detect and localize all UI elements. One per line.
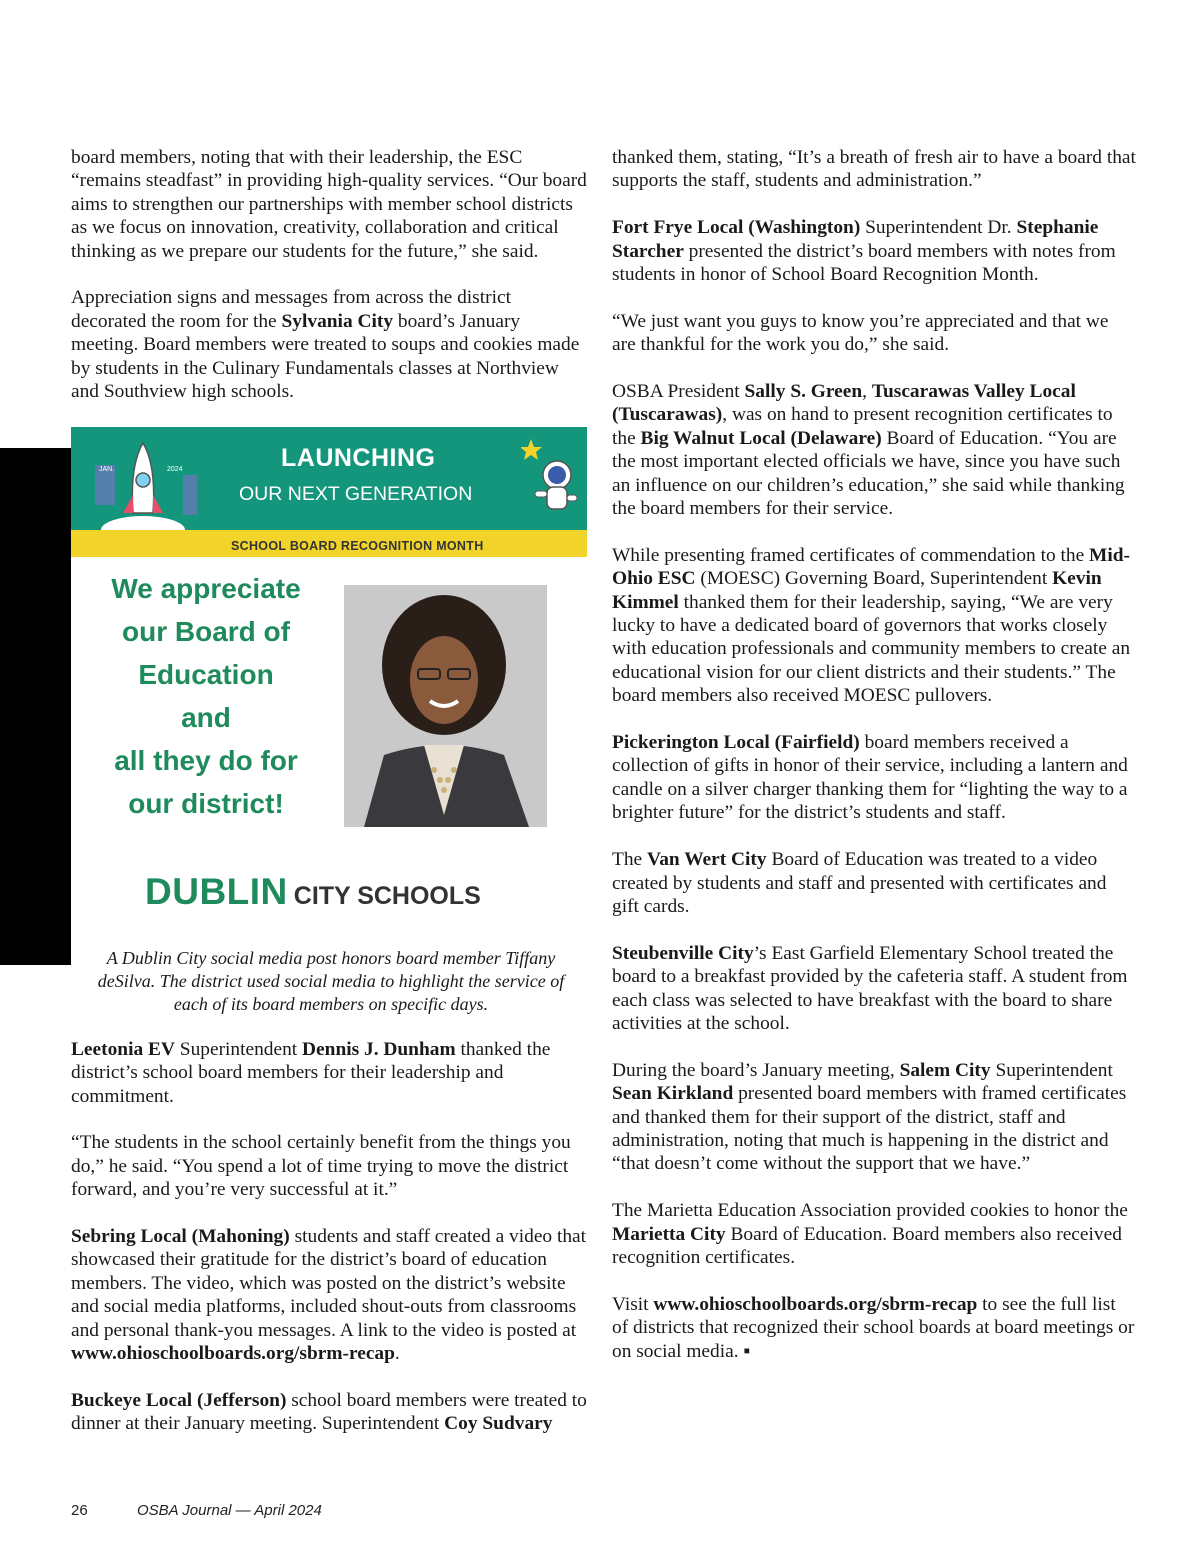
paragraph: The Van Wert City Board of Education was treated to a video created by students and staff and presented with certificates and gift cards. bbox=[612, 849, 1107, 917]
dublin-city-schools-logo: DUBLIN CITY SCHOOLS bbox=[145, 870, 481, 912]
image-caption: A Dublin City social media post honors board member Tiffany deSilva. The district used social media to highlight the service of each of its board members on specific days. bbox=[97, 947, 565, 1014]
appreciation-message: We appreciate our Board of Education and all they do for our district! bbox=[111, 572, 301, 819]
launching-banner bbox=[71, 427, 587, 557]
recap-link: www.ohioschoolboards.org/sbrm-recap bbox=[653, 1293, 978, 1315]
page-edge-bar bbox=[0, 448, 71, 965]
paragraph: Appreciation signs and messages from across the district decorated the room for the Sylvania City board’s January meeting. Board members were treated to soups and cookies made by students in the Culinary Fundamentals classes at Northview and Southview high schools. bbox=[71, 287, 580, 403]
banner-strip-text: SCHOOL BOARD RECOGNITION MONTH bbox=[231, 538, 484, 553]
journal-issue: OSBA Journal — April 2024 bbox=[137, 1502, 322, 1519]
paragraph: Leetonia EV Superintendent Dennis J. Dunham thanked the district’s school board members for their leadership and commitment. bbox=[71, 1038, 551, 1107]
paragraph: board members, noting that with their leadership, the ESC “remains steadfast” in providing high-quality services. “Our board aims to strengthen our partnerships with member school districts as we focus on innovation, creativity, collaboration and critical thinking as we prepare our students for the future,” she said. bbox=[71, 147, 587, 262]
banner-title: LAUNCHING bbox=[281, 443, 436, 472]
paragraph: Sebring Local (Mahoning) students and staff created a video that showcased their gratitude for the district’s board of education members. The video, which was posted on the district’s website and social media platforms, included shout-outs from classrooms and personal thank-you messages. A link to the video is posted at www.ohioschoolboards.org/sbrm-recap. bbox=[71, 1226, 587, 1365]
recap-link: www.ohioschoolboards.org/sbrm-recap bbox=[71, 1343, 395, 1365]
paragraph: OSBA President Sally S. Green, Tuscarawas Valley Local (Tuscarawas), was on hand to present recognition certificates to the Big Walnut Local (Delaware) Board of Education. “You are the most important elected officials we have, since you have such an influence on our children’s education,” she said while thanking the board members for their service. bbox=[612, 381, 1125, 520]
paragraph: Visit www.ohioschoolboards.org/sbrm-recap to see the full list of districts that recognized their school boards at board meetings or on social media. ▪ bbox=[612, 1293, 1135, 1362]
paragraph: Fort Frye Local (Washington) Superintendent Dr. Stephanie Starcher presented the district’s board members with notes from students in honor of School Board Recognition Month. bbox=[612, 217, 1116, 286]
banner-date-left: JAN. bbox=[99, 465, 115, 473]
board-member-photo bbox=[344, 585, 547, 827]
district-name: Sylvania City bbox=[281, 310, 394, 332]
paragraph: During the board’s January meeting, Salem City Superintendent Sean Kirkland presented board members with framed certificates and thanked them for their support of the district, staff and administration, noting that much is happening in the district and “that doesn’t come without the support that we have.” bbox=[612, 1059, 1127, 1175]
paragraph: Buckeye Local (Jefferson) school board members were treated to dinner at their January meeting. Superintendent Coy Sudvary bbox=[71, 1389, 587, 1435]
banner-date-right: 2024 bbox=[167, 465, 183, 473]
paragraph: “The students in the school certainly benefit from the things you do,” he said. “You spend a lot of time trying to move the district forward, and you’re very successful at it.” bbox=[71, 1132, 571, 1201]
page-number: 26 bbox=[71, 1502, 88, 1519]
paragraph: Steubenville City’s East Garfield Elementary School treated the board to a breakfast provided by the cafeteria staff. A student from each class was selected to have breakfast with the board to share activities at the school. bbox=[612, 942, 1128, 1034]
paragraph: Pickerington Local (Fairfield) board members received a collection of gifts in honor of their service, including a lantern and candle on a silver charger thanking them for “lighting the way to a brighter future” for the district’s students and staff. bbox=[612, 732, 1128, 824]
paragraph: While presenting framed certificates of commendation to the Mid-Ohio ESC (MOESC) Governing Board, Superintendent Kevin Kimmel thanked them for their leadership, saying, “We are very lucky to have a dedicated board of governors that works closely with education professionals and community members to create an educational vision for our client districts and their students.” The board members also received MOESC pullovers. bbox=[612, 544, 1131, 707]
paragraph: The Marietta Education Association provided cookies to honor the Marietta City Board of Education. Board members also received recognition certificates. bbox=[612, 1200, 1128, 1268]
paragraph: “We just want you guys to know you’re appreciated and that we are thankful for the work you do,” she said. bbox=[612, 310, 1109, 356]
banner-subtitle: OUR NEXT GENERATION bbox=[239, 482, 473, 505]
paragraph: thanked them, stating, “It’s a breath of fresh air to have a board that supports the staff, students and administration.” bbox=[612, 147, 1136, 192]
dublin-social-media-graphic bbox=[71, 427, 587, 937]
end-mark-icon: ▪ bbox=[743, 1340, 751, 1362]
left-column bbox=[71, 146, 591, 1459]
page-footer bbox=[71, 1502, 322, 1519]
astronaut-icon bbox=[521, 433, 581, 523]
right-column bbox=[612, 146, 1136, 1386]
